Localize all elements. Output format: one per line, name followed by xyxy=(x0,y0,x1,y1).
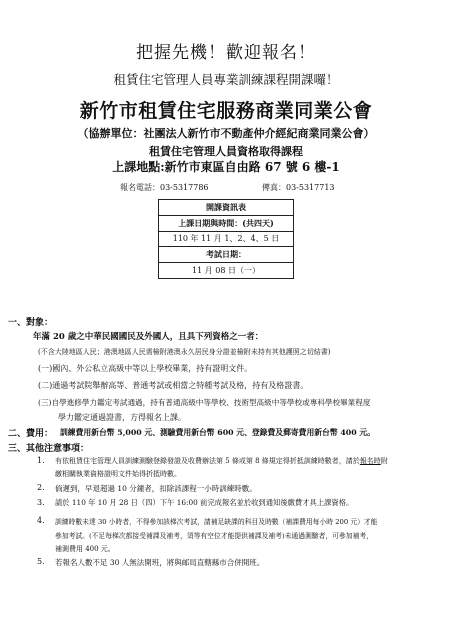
note-text: 參加考試。(不足每梯次都接受補課及補考，須等有空位才能提供補課及補考)未通過測驗者，可參加補考， xyxy=(55,532,373,540)
note-number: 4. xyxy=(37,516,45,525)
eligibility-item: (二)通過考試院舉辦高等、普通考試或相當之特種考試及格，持有及格證書。 xyxy=(38,381,309,390)
eligibility-item: (三)自學進修學力鑑定考試通過，持有普通高級中等學校、技術型高級中等學校或專科學校畢業程度 xyxy=(38,398,371,407)
note-emphasis: 報名時 xyxy=(359,457,381,465)
course-info-table xyxy=(158,199,294,279)
section2-heading: 二、費用： xyxy=(8,429,54,439)
note-text: 倘遲到，早退超過 10 分鐘者，扣除該課程一小時訓練時數。 xyxy=(55,484,257,493)
venue-address: 上課地點:新竹市東區自由路 67 號 6 樓-1 xyxy=(112,160,340,174)
note-number: 2. xyxy=(37,483,45,492)
info-table-title: 開課資訊表 xyxy=(159,200,294,216)
subheadline: 租賃住宅管理人員專業訓練課程開課囉！ xyxy=(113,72,339,87)
note-text: 繳相關執業資格證明文件始得折抵時數。 xyxy=(55,470,181,478)
course-title: 租賃住宅管理人員資格取得課程 xyxy=(149,145,303,158)
note-text: 若報名人數不足 30 人無法開班，將與邮局直轄縣市合併開班。 xyxy=(55,558,265,567)
eligibility-note: (不含大陸地區人民；港澳地區人民需檢附港澳永久居民身分證並檢附未持有其他護照之切結書) xyxy=(38,348,331,356)
note-text: 訓練時數未達 30 小時者，不得參加該梯次考試，請補足缺課的科目及時數（補課費用每小時 200 元）才能 xyxy=(55,518,378,526)
section1-heading: 一、對象： xyxy=(8,318,54,328)
headline: 把握先機！歡迎報名！ xyxy=(136,43,316,63)
eligibility-item-continued: 學力鑑定通過證書，方得報名上課。 xyxy=(58,413,186,422)
date-label: 上課日期與時間：(共四天) xyxy=(159,215,294,231)
note-number: 3. xyxy=(37,498,45,507)
exam-label: 考試日期： xyxy=(159,247,294,263)
co-organizer: （協辦單位：社團法人新竹市不動產仲介經紀商業同業公會） xyxy=(77,127,375,140)
fax-number: 傳真：03-5317713 xyxy=(262,183,335,192)
eligibility-criteria: 年滿 20 歲之中華民國國民及外國人，且具下列資格之一者： xyxy=(33,332,264,342)
note-text: 補測費用 400 元。 xyxy=(55,545,115,553)
note-number: 5. xyxy=(37,557,45,566)
eligibility-item: (一)國內、外公私立高級中等以上學校畢業，持有證明文件。 xyxy=(38,364,253,373)
note-number: 1. xyxy=(37,456,45,465)
association-title: 新竹市租賃住宅服務商業同業公會 xyxy=(79,100,373,122)
exam-date: 11 月 08 日（一） xyxy=(159,263,294,279)
section3-heading: 三、其他注意事項： xyxy=(8,444,90,454)
course-dates: 110 年 11 月 1、2、4、5 日 xyxy=(159,231,294,247)
fee-details: 訓練費用新台幣 5,000 元、測驗費用新台幣 600 元、登錄費及郵寄費用新台幣 400 元。 xyxy=(60,428,375,437)
note-text: 有依租賃住宅管理人員訓練測驗登錄發證及收費辦法第 5 條或第 8 條規定得折抵訓練時數者，請於報名時附 xyxy=(55,457,388,465)
note-text: 請於 110 年 10 月 28 日（四）下午 16:00 前完成報名並於收到通知後繳費才具上課資格。 xyxy=(55,498,354,507)
phone-number: 報名電話：03-5317786 xyxy=(120,183,209,192)
